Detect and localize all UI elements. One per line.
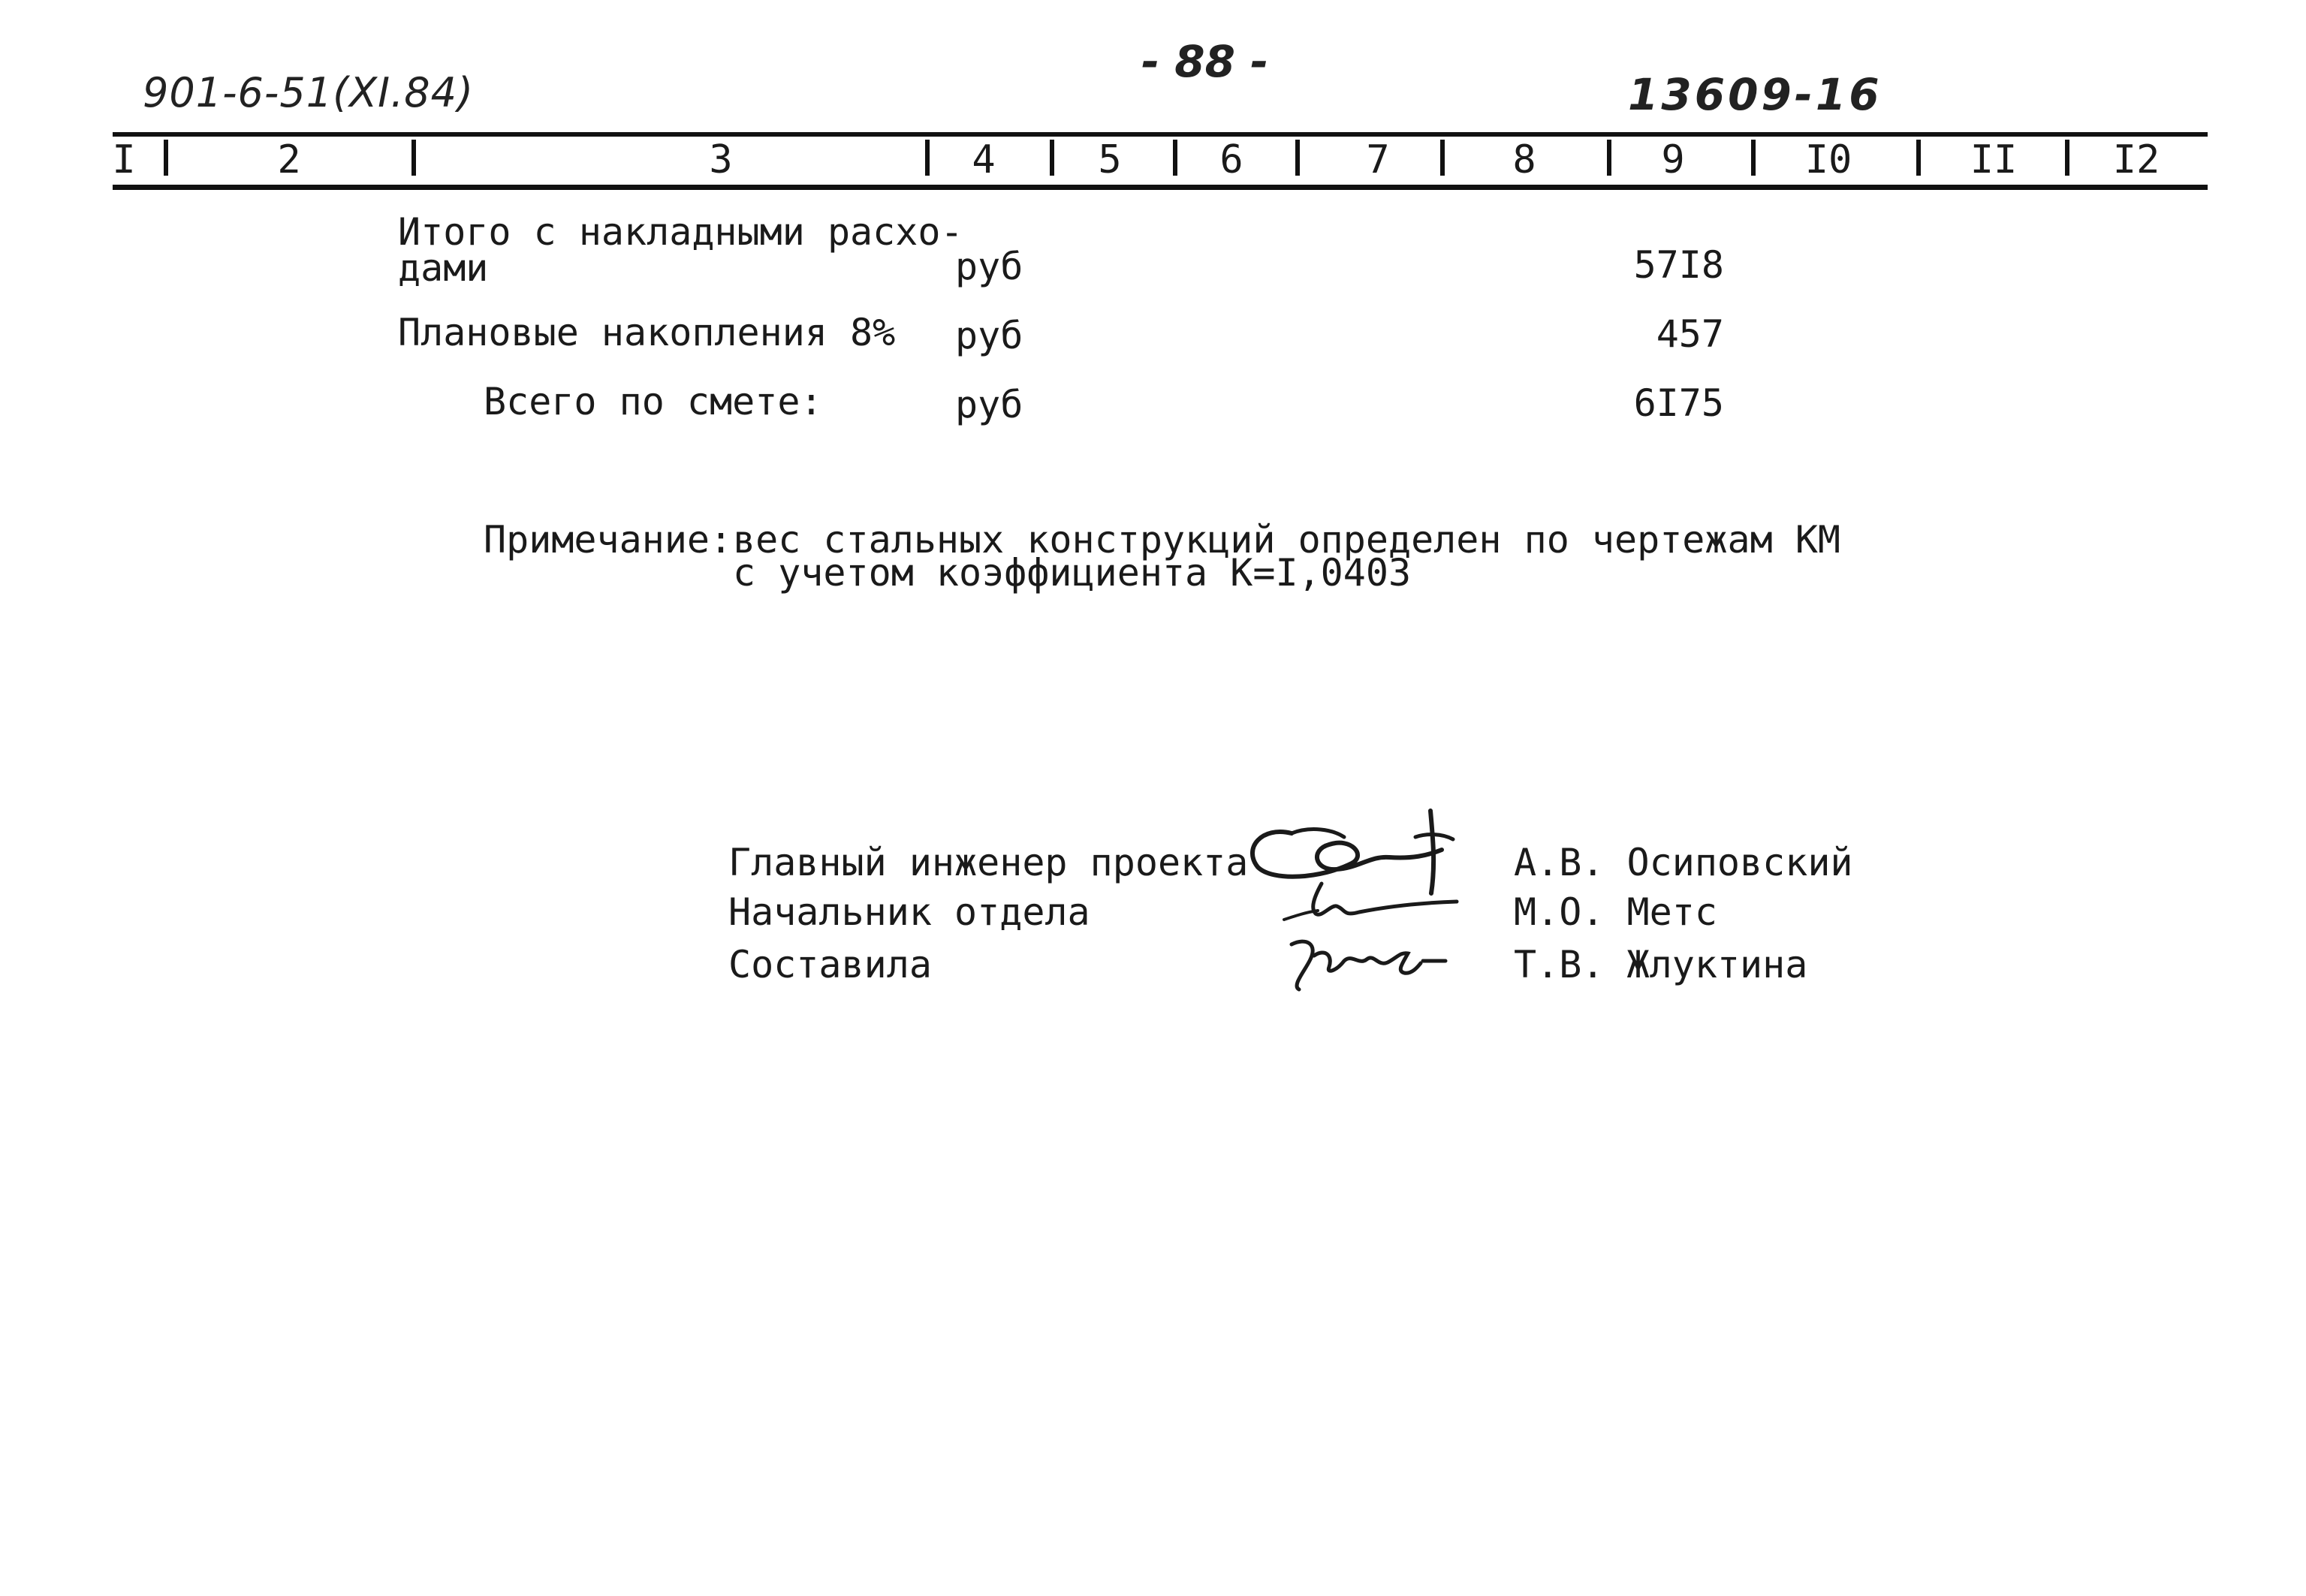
row-label-continuation: дами (398, 246, 489, 290)
note-text-line1: вес стальных конструкций определен по чертежам КМ (733, 518, 1841, 562)
total-label: Всего по смете: (484, 380, 823, 423)
signature-role: Начальник отдела (728, 890, 1090, 934)
column-header: 4 (972, 137, 996, 182)
signature-role: Главный инженер проекта (728, 841, 1249, 884)
signature-role: Составила (728, 943, 932, 986)
column-separator (1295, 140, 1300, 176)
column-separator (1050, 140, 1054, 176)
column-header: 9 (1661, 137, 1685, 182)
column-separator (925, 140, 930, 176)
header-rule-bottom (113, 185, 2208, 190)
column-separator (1607, 140, 1611, 176)
row-label: Итого с накладными расхо- (398, 210, 963, 254)
column-header: 7 (1366, 137, 1390, 182)
note-text-line2: с учетом коэффициента К=I,0403 (733, 551, 1412, 595)
signature-name: М.О. Метс (1514, 890, 1717, 934)
row-value: 57I8 (1633, 243, 1724, 287)
column-header: 2 (277, 137, 301, 182)
signature-name: А.В. Осиповский (1514, 841, 1853, 884)
column-header: II (1970, 137, 2018, 182)
total-value: 6I75 (1633, 381, 1724, 425)
column-header: I (112, 137, 136, 182)
column-separator (1916, 140, 1921, 176)
row-label: Плановые накопления 8% (398, 311, 896, 354)
column-separator (164, 140, 168, 176)
column-header: 6 (1219, 137, 1243, 182)
note-label: Примечание: (484, 518, 733, 562)
column-separator (2065, 140, 2069, 176)
sheet-number: 13609-16 (1628, 69, 1882, 120)
row-unit: руб (955, 245, 1023, 288)
row-value: 457 (1656, 312, 1724, 356)
column-header: 5 (1098, 137, 1122, 182)
signature-name: Т.В. Жлуктина (1514, 943, 1808, 986)
column-separator (1440, 140, 1445, 176)
column-header: I0 (1804, 137, 1852, 182)
column-separator (1751, 140, 1756, 176)
row-unit: руб (955, 383, 1023, 426)
column-header: 8 (1512, 137, 1536, 182)
document-code: 901-6-51(XI.84) (143, 69, 475, 116)
row-unit: руб (955, 314, 1023, 357)
page-number: - 88 - (1141, 36, 1269, 87)
header-rule-top (113, 132, 2208, 137)
column-header: 3 (709, 137, 733, 182)
signature-compiler-icon (1277, 929, 1449, 997)
column-header: I2 (2112, 137, 2160, 182)
column-separator (411, 140, 416, 176)
signature-department-head-icon (1277, 875, 1472, 927)
column-separator (1173, 140, 1177, 176)
